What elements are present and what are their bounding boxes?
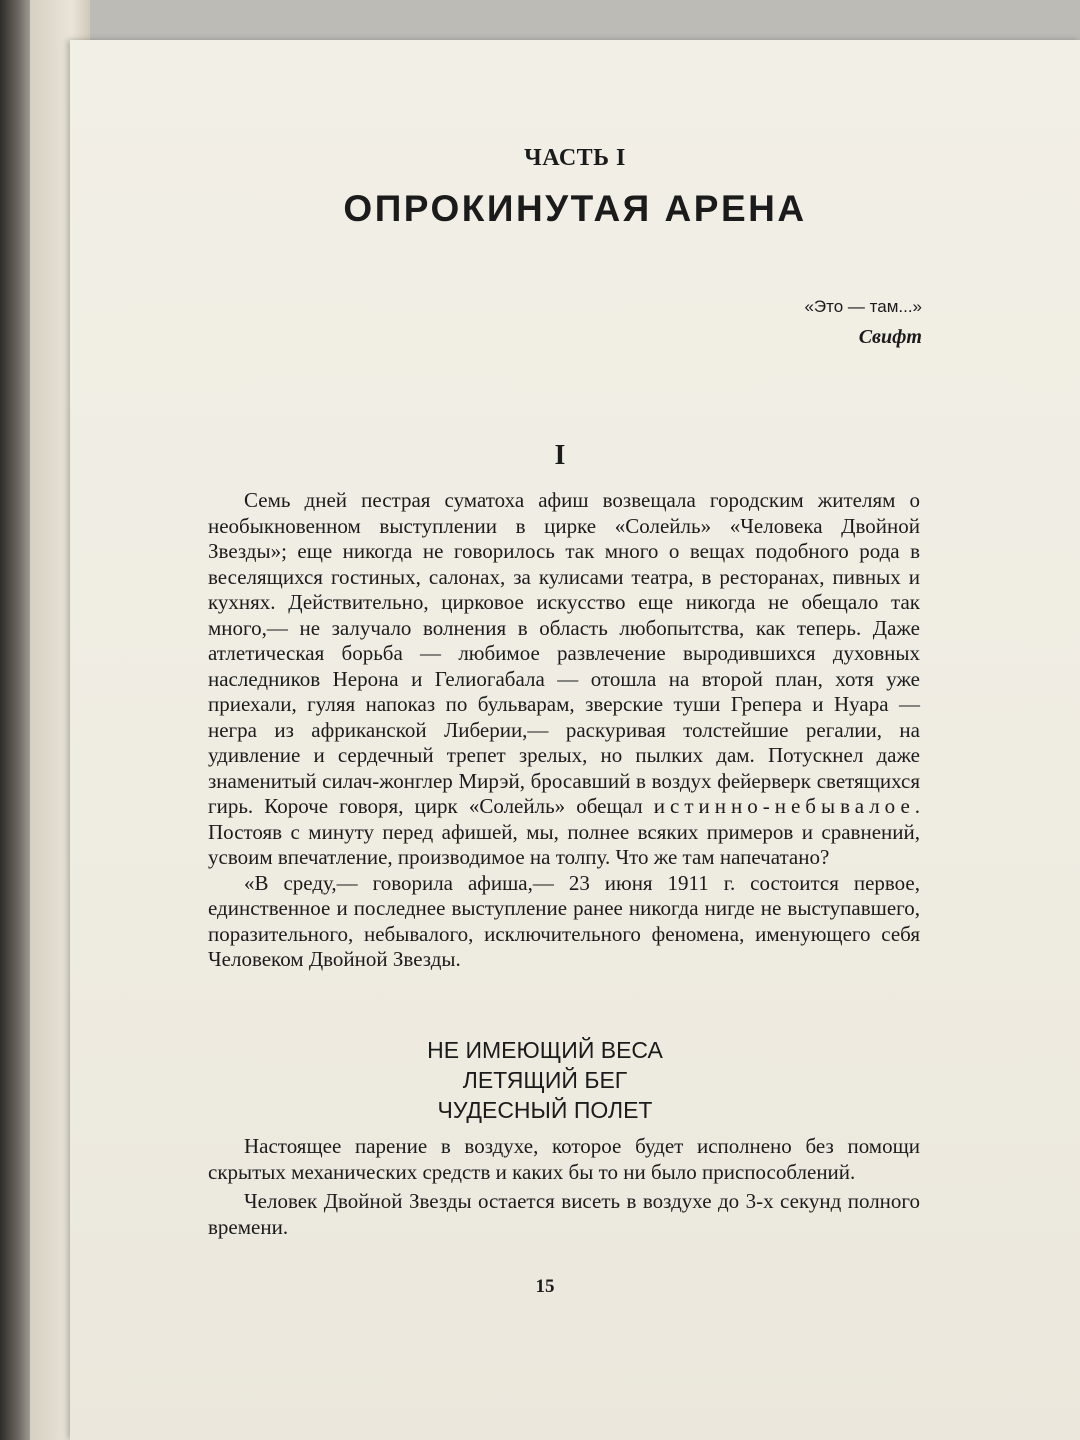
paragraph-1 xyxy=(208,488,920,871)
body-text xyxy=(208,488,920,973)
body-text-continued xyxy=(208,1134,920,1244)
book-page xyxy=(70,40,1080,1440)
chapter-title: ОПРОКИНУТАЯ АРЕНА xyxy=(343,188,807,229)
paragraph-1-main: Семь дней пестрая суматоха афиш возвещала городским жителям о необыкновенном выступлении в цирке «Солейль» «Человека Двойной Звезды»; еще никогда не говорилось так много о вещах подобного рода в веселящихся гостиных, салонах, за кулисами театра, в ресторанах, пивных и кухнях. Действительно, цирковое искусство еще никогда не обещало так много,— не залучало волнения в область любопытства, как теперь. Даже атлетическая борьба — любимое развлечение выродившихся духовных наследников Нерона и Гелиогабала — отошла на второй план, хотя уже приехали, гуляя напоказ по бульварам, зверские туши Грепера и Нуара — негра из африканской Либерии,— раскуривая толстейшие регалии, на удивление и сердечный трепет зрелых, но пылких дам. Потускнел даже знаменитый силач-жонглер Мирэй, бросавший в воздух фейерверк светящихся гирь. Короче говоря, цирк «Солейль» обещал xyxy=(208,488,920,818)
page-number: 15 xyxy=(535,1276,555,1297)
poster-line: НЕ ИМЕЮЩИЙ ВЕСА xyxy=(427,1037,663,1063)
epigraph xyxy=(804,292,922,352)
paragraph-3: Настоящее парение в воздухе, которое будет исполнено без помощи скрытых механических средств и каких бы то ни было приспособлений. xyxy=(208,1134,920,1184)
poster-line: ЛЕТЯЩИЙ БЕГ xyxy=(462,1067,628,1093)
poster-line: ЧУДЕСНЫЙ ПОЛЕТ xyxy=(437,1097,653,1123)
part-label: ЧАСТЬ I xyxy=(524,145,626,171)
paragraph-4: Человек Двойной Звезды остается висеть в воздухе до 3-х секунд полного времени. xyxy=(208,1189,920,1239)
paragraph-1-emphasis: истинно-небывалое xyxy=(653,794,915,818)
section-number: I xyxy=(554,440,566,471)
poster-lines xyxy=(70,1035,1020,1125)
paragraph-2: «В среду,— говорила афиша,— 23 июня 1911 г. состоится первое, единственное и последнее выступление ранее никогда нигде не выступавшего, поразительного, небывалого, исключительного феномена, именующего себя Человеком Двойной Звезды. xyxy=(208,870,920,971)
epigraph-quote: «Это — там...» xyxy=(804,297,922,316)
epigraph-author: Свифт xyxy=(858,326,922,348)
paragraph-1-tail: . Постояв с минуту перед афишей, мы, полнее всяких примеров и сравнений, усвоим впечатление, производимое на толпу. Что же там напечатано? xyxy=(208,794,921,869)
